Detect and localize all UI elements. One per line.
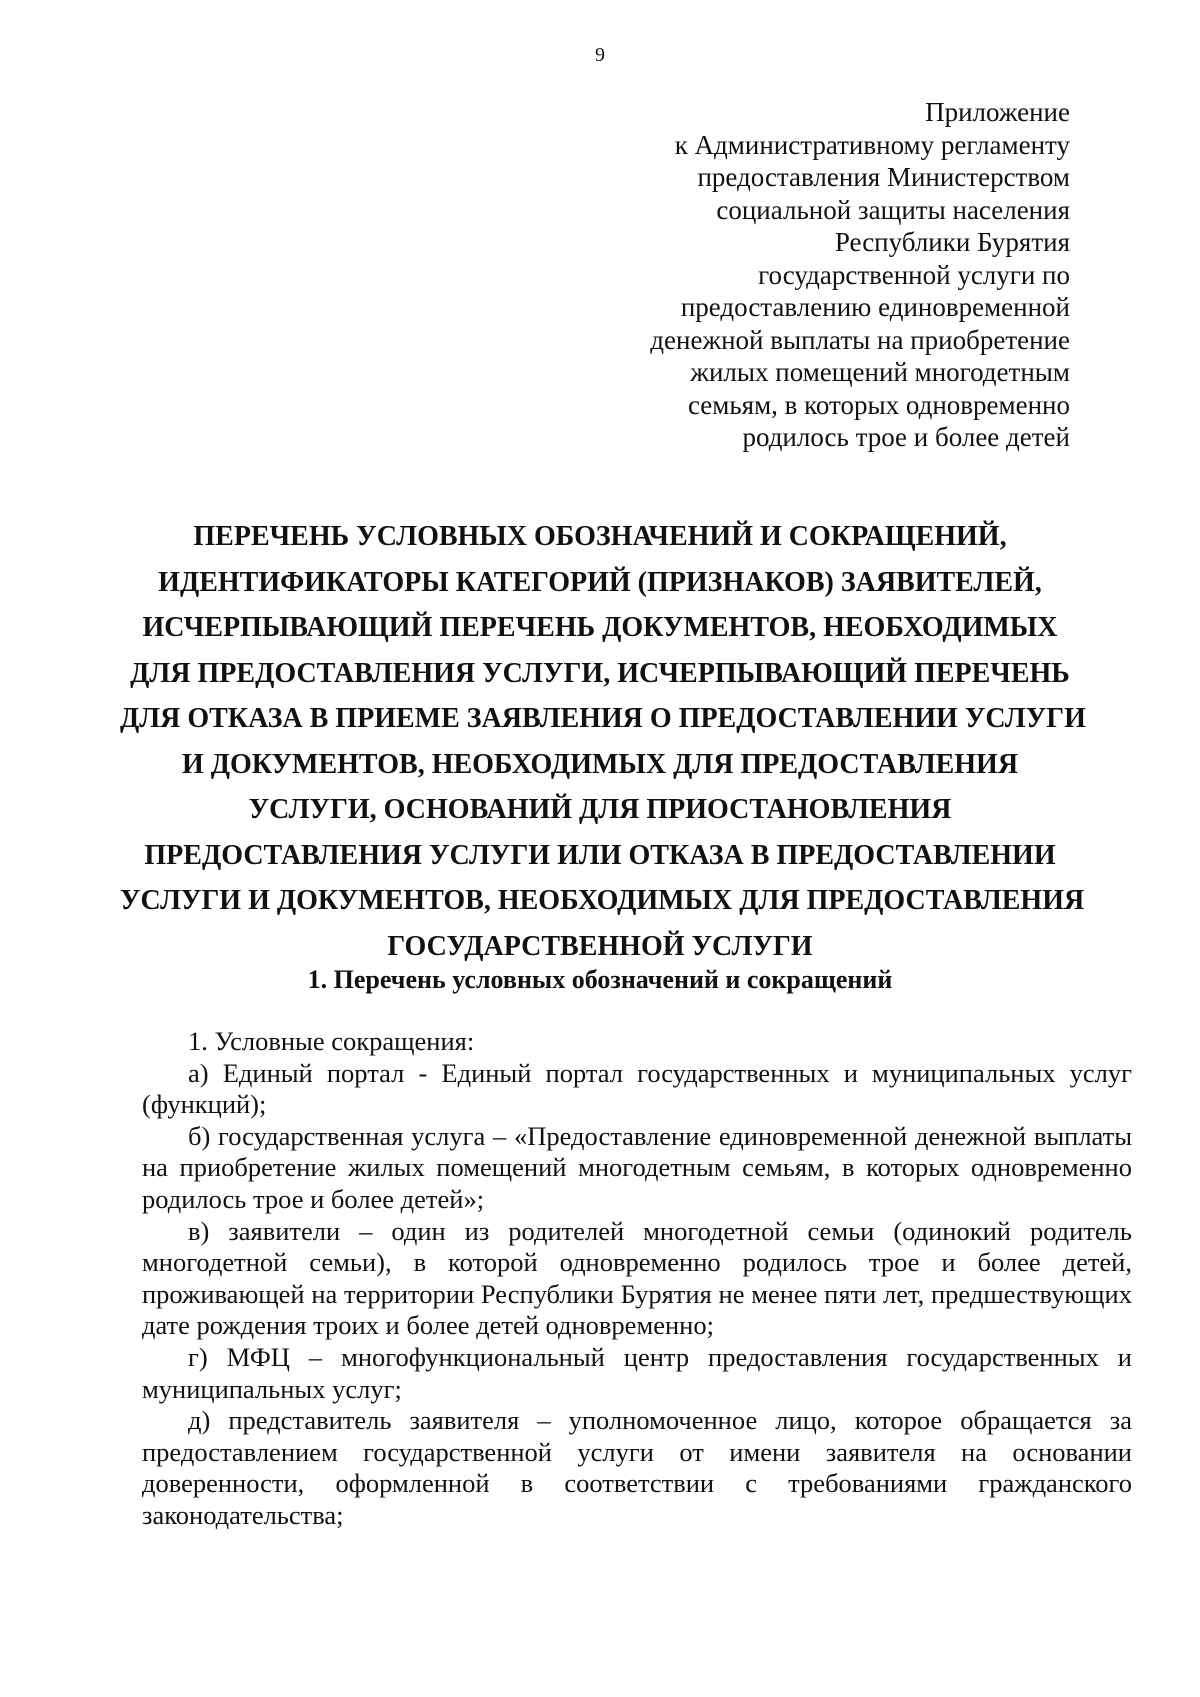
appendix-line: предоставлению единовременной: [680, 292, 1070, 322]
appendix-line: родилось трое и более детей: [742, 422, 1070, 452]
appendix-line: предоставления Министерством: [697, 162, 1070, 192]
paragraph: а) Единый портал - Единый портал государственных и муниципальных услуг (функций);: [142, 1057, 1132, 1120]
title-line: ИДЕНТИФИКАТОРЫ КАТЕГОРИЙ (ПРИЗНАКОВ) ЗАЯВИТЕЛЕЙ,: [158, 566, 1042, 598]
appendix-block: [510, 96, 1070, 454]
document-title: [120, 514, 1086, 969]
title-line: И ДОКУМЕНТОВ, НЕОБХОДИМЫХ ДЛЯ ПРЕДОСТАВЛЕНИЯ: [181, 748, 1019, 780]
title-line: ПЕРЕЧЕНЬ УСЛОВНЫХ ОБОЗНАЧЕНИЙ И СОКРАЩЕНИЙ,: [193, 521, 1007, 552]
paragraph: б) государственная услуга – «Предоставление единовременной денежной выплаты на приобретение жилых помещений многодетным семьям, в которых одновременно родилось трое и более детей»;: [142, 1120, 1132, 1214]
page-number: 9: [595, 44, 605, 66]
title-line: УСЛУГИ, ОСНОВАНИЙ ДЛЯ ПРИОСТАНОВЛЕНИЯ: [248, 794, 952, 825]
title-line: ДЛЯ ПРЕДОСТАВЛЕНИЯ УСЛУГИ, ИСЧЕРПЫВАЮЩИЙ ПЕРЕЧЕНЬ: [130, 657, 1070, 689]
appendix-line: государственной услуги по: [758, 259, 1070, 290]
appendix-line: денежной выплаты на приобретение: [650, 324, 1070, 355]
document-body: [142, 1026, 1132, 1532]
appendix-line: Республики Бурятия: [834, 227, 1070, 257]
appendix-line: Приложение: [925, 97, 1070, 127]
paragraph: 1. Условные сокращения:: [188, 1026, 475, 1056]
appendix-line: жилых помещений многодетным: [690, 357, 1070, 387]
title-line: ДЛЯ ОТКАЗА В ПРИЕМЕ ЗАЯВЛЕНИЯ О ПРЕДОСТАВЛЕНИИ УСЛУГИ: [120, 703, 1086, 734]
section-heading: 1. Перечень условных обозначений и сокращений: [307, 965, 893, 994]
paragraph: г) МФЦ – многофункциональный центр предоставления государственных и муниципальных услуг;: [142, 1341, 1132, 1404]
appendix-line: социальной защиты населения: [716, 194, 1070, 225]
title-line: ГОСУДАРСТВЕННОЙ УСЛУГИ: [387, 930, 813, 962]
title-line: ИСЧЕРПЫВАЮЩИЙ ПЕРЕЧЕНЬ ДОКУМЕНТОВ, НЕОБХОДИМЫХ: [142, 612, 1058, 643]
title-line: ПРЕДОСТАВЛЕНИЯ УСЛУГИ ИЛИ ОТКАЗА В ПРЕДОСТАВЛЕНИИ: [144, 839, 1056, 871]
paragraph: в) заявители – один из родителей многодетной семьи (одинокий родитель многодетной семьи), в которой одновременно родилось трое и более детей, проживающей на территории Республики Бурятия не менее пяти лет, предшествующих дате рождения троих и более детей одновременно;: [142, 1215, 1132, 1341]
appendix-line: к Административному регламенту: [674, 129, 1070, 160]
title-line: УСЛУГИ И ДОКУМЕНТОВ, НЕОБХОДИМЫХ ДЛЯ ПРЕДОСТАВЛЕНИЯ: [120, 885, 1085, 916]
appendix-line: семьям, в которых одновременно: [687, 389, 1070, 420]
paragraph: д) представитель заявителя – уполномоченное лицо, которое обращается за предоставлением государственной услуги от имени заявителя на основании доверенности, оформленной в соответствии с требованиями гражданского законодательства;: [142, 1405, 1132, 1530]
